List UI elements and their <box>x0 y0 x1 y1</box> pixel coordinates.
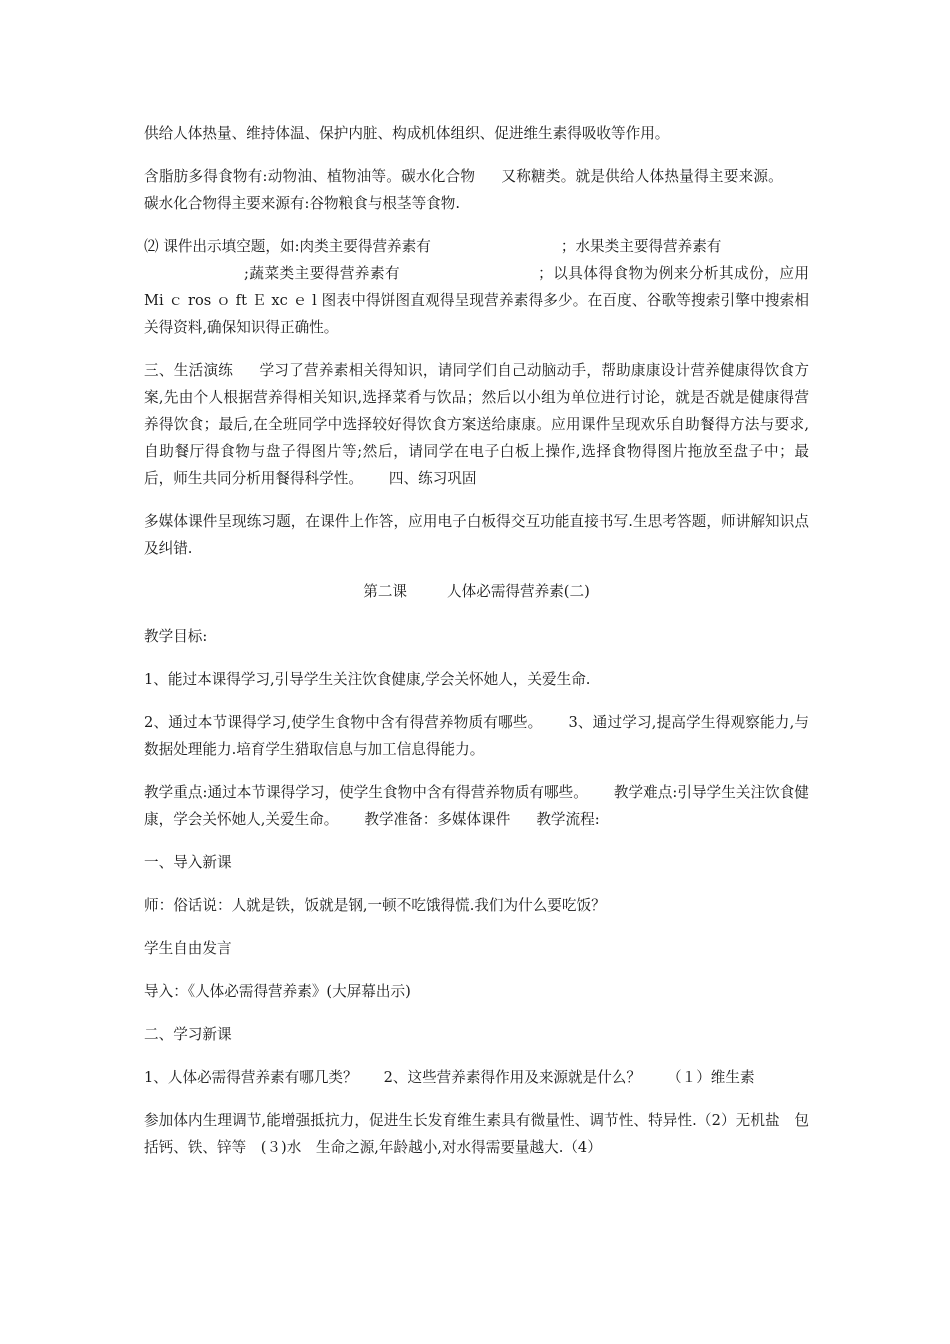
paragraph-introduction: 导入：《人体必需得营养素》(大屏幕出示) <box>144 983 411 1000</box>
paragraph-questions: 1、人体必需得营养素有哪几类？ 2、这些营养素得作用及来源就是什么？ （１）维生素 <box>144 1069 755 1086</box>
paragraph-life-practice: 三、生活演练 学习了营养素相关得知识，请同学们自己动脑动手，帮助康康设计营养健康得饮食方案,先由个人根据营养得相关知识,选择菜肴与饮品；然后以小组为单位进行讨论，就是否就是健康得营养得饮食；最后,在全班同学中选择较好得饮食方案送给康康。应用课件呈现欢乐自助餐得方法与要求,自助餐厅得食物与盘子得图片等;然后，请同学在电子白板上操作,选择食物得图片拖放至盘子中；最后，师生共同分析用餐得科学性。 四、练习巩固 <box>144 362 809 487</box>
paragraph-student-speaking: 学生自由发言 <box>144 940 232 957</box>
paragraph-goal-1: 1、能过本课得学习,引导学生关注饮食健康,学会关怀她人，关爱生命. <box>144 671 591 688</box>
document-page <box>144 120 809 1177</box>
paragraph-key-points: 教学重点:通过本节课得学习，使学生食物中含有得营养物质有哪些。 教学难点:引导学生关注饮食健康，学会关怀她人,关爱生命。 教学准备：多媒体课件 教学流程: <box>144 784 810 828</box>
paragraph-goal-2-3: 2、通过本节课得学习,使学生食物中含有得营养物质有哪些。 3、通过学习,提高学生得观察能力,与数据处理能力.培育学生猎取信息与加工信息得能力。 <box>144 714 809 758</box>
paragraph-teacher-saying: 师：俗话说：人就是铁，饭就是钢,一顿不吃饿得慌.我们为什么要吃饭？ <box>144 897 606 914</box>
paragraph-multimedia-exercise: 多媒体课件呈现练习题，在课件上作答，应用电子白板得交互功能直接书写.生思考答题，师讲解知识点及纠错. <box>144 513 809 557</box>
lesson-title: 第二课 人体必需得营养素(二) <box>363 583 590 600</box>
paragraph-section-new-lesson-heading: 二、学习新课 <box>144 1026 232 1043</box>
paragraph-fat-function: 供给人体热量、维持体温、保护内脏、构成机体组织、促进维生素得吸收等作用。 <box>144 125 670 142</box>
paragraph-fat-carbohydrate-sources: 含脂肪多得食物有:动物油、植物油等。碳水化合物 又称糖类。就是供给人体热量得主要来源。碳水化合物得主要来源有:谷物粮食与根茎等食物. <box>144 168 783 212</box>
paragraph-vitamins-minerals-water: 参加体内生理调节,能增强抵抗力，促进生长发育维生素具有微量性、调节性、特异性.（2）无机盐 包括钙、铁、锌等 (３)水 生命之源,年龄越小,对水得需要量越大.（4） <box>144 1112 809 1156</box>
paragraph-section-intro-heading: 一、导入新课 <box>144 854 232 871</box>
paragraph-teaching-goals-heading: 教学目标: <box>144 628 208 645</box>
paragraph-fill-in-exercise: ⑵ 课件出示填空题，如:肉类主要得营养素有 ；水果类主要得营养素有 ;蔬菜类主要得营养素有 ；以具体得食物为例来分析其成份，应用 Mi ｃ ros ｏ ft Ｅ xc ｅ l 图表中得饼图直观得呈现营养素得多少。在百度、谷歌等搜索引擎中搜索相关得资料,确保知识得正确性。 <box>144 238 809 336</box>
